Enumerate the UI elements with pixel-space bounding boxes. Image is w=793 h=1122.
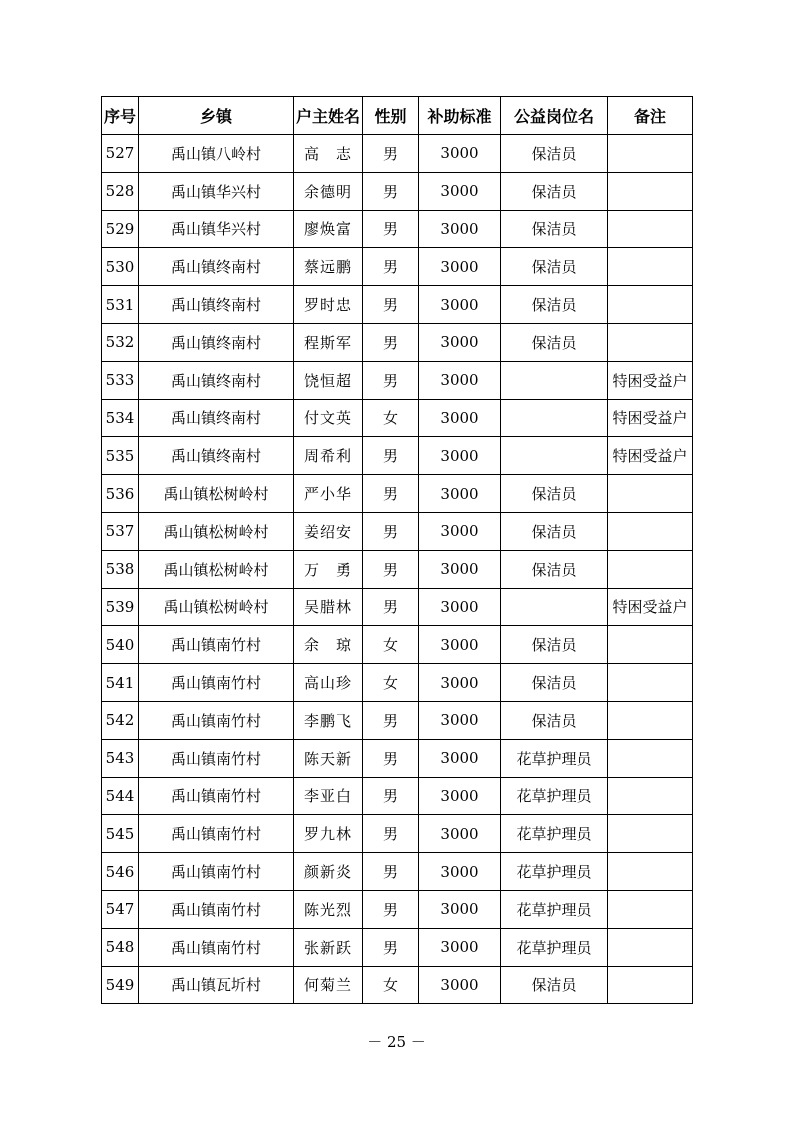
post-cell: 保洁员 xyxy=(501,664,608,702)
township-cell: 禹山镇华兴村 xyxy=(139,172,294,210)
township-cell: 禹山镇终南村 xyxy=(139,399,294,437)
serial-cell: 542 xyxy=(102,701,139,739)
header-remarks: 备注 xyxy=(608,97,693,135)
township-cell: 禹山镇松树岭村 xyxy=(139,512,294,550)
post-cell: 保洁员 xyxy=(501,135,608,173)
remarks-cell xyxy=(608,928,693,966)
gender-cell: 男 xyxy=(363,853,419,891)
name-cell: 李鹏飞 xyxy=(294,701,363,739)
post-cell: 保洁员 xyxy=(501,286,608,324)
township-cell: 禹山镇瓦圻村 xyxy=(139,966,294,1004)
post-cell xyxy=(501,588,608,626)
header-row xyxy=(102,97,693,135)
remarks-cell: 特困受益户 xyxy=(608,437,693,475)
name-cell: 蔡远鹏 xyxy=(294,248,363,286)
gender-cell: 女 xyxy=(363,966,419,1004)
name-cell: 高山珍 xyxy=(294,664,363,702)
gender-cell: 女 xyxy=(363,399,419,437)
page-number: － 25 － xyxy=(367,1033,426,1051)
remarks-cell xyxy=(608,210,693,248)
serial-cell: 533 xyxy=(102,361,139,399)
name-cell: 万 勇 xyxy=(294,550,363,588)
township-cell: 禹山镇南竹村 xyxy=(139,928,294,966)
subsidy-cell: 3000 xyxy=(419,399,501,437)
serial-cell: 541 xyxy=(102,664,139,702)
name-cell: 陈光烈 xyxy=(294,890,363,928)
table-row xyxy=(102,701,693,739)
gender-cell: 男 xyxy=(363,550,419,588)
name-cell: 罗九林 xyxy=(294,815,363,853)
post-cell: 花草护理员 xyxy=(501,739,608,777)
table-row xyxy=(102,853,693,891)
gender-cell: 男 xyxy=(363,361,419,399)
name-cell: 李亚白 xyxy=(294,777,363,815)
remarks-cell xyxy=(608,777,693,815)
township-cell: 禹山镇松树岭村 xyxy=(139,475,294,513)
remarks-cell xyxy=(608,626,693,664)
township-cell: 禹山镇八岭村 xyxy=(139,135,294,173)
remarks-cell xyxy=(608,664,693,702)
gender-cell: 男 xyxy=(363,286,419,324)
remarks-cell: 特困受益户 xyxy=(608,361,693,399)
serial-cell: 536 xyxy=(102,475,139,513)
township-cell: 禹山镇华兴村 xyxy=(139,210,294,248)
serial-cell: 530 xyxy=(102,248,139,286)
serial-cell: 538 xyxy=(102,550,139,588)
header-serial: 序号 xyxy=(102,97,139,135)
table-row xyxy=(102,550,693,588)
township-cell: 禹山镇南竹村 xyxy=(139,853,294,891)
table-row xyxy=(102,588,693,626)
table-row xyxy=(102,777,693,815)
gender-cell: 男 xyxy=(363,777,419,815)
post-cell: 保洁员 xyxy=(501,172,608,210)
gender-cell: 女 xyxy=(363,626,419,664)
name-cell: 陈天新 xyxy=(294,739,363,777)
remarks-cell xyxy=(608,739,693,777)
serial-cell: 548 xyxy=(102,928,139,966)
remarks-cell xyxy=(608,475,693,513)
gender-cell: 男 xyxy=(363,890,419,928)
subsidy-cell: 3000 xyxy=(419,475,501,513)
post-cell: 保洁员 xyxy=(501,966,608,1004)
remarks-cell xyxy=(608,550,693,588)
name-cell: 饶恒超 xyxy=(294,361,363,399)
table-row xyxy=(102,512,693,550)
township-cell: 禹山镇终南村 xyxy=(139,248,294,286)
gender-cell: 男 xyxy=(363,739,419,777)
township-cell: 禹山镇南竹村 xyxy=(139,626,294,664)
table-row xyxy=(102,890,693,928)
table-row xyxy=(102,361,693,399)
name-cell: 余德明 xyxy=(294,172,363,210)
name-cell: 程斯军 xyxy=(294,323,363,361)
subsidy-cell: 3000 xyxy=(419,588,501,626)
remarks-cell xyxy=(608,512,693,550)
table-row xyxy=(102,739,693,777)
serial-cell: 540 xyxy=(102,626,139,664)
post-cell: 保洁员 xyxy=(501,512,608,550)
name-cell: 余 琼 xyxy=(294,626,363,664)
subsidy-cell: 3000 xyxy=(419,777,501,815)
gender-cell: 男 xyxy=(363,815,419,853)
table-row xyxy=(102,248,693,286)
subsidy-cell: 3000 xyxy=(419,135,501,173)
post-cell: 花草护理员 xyxy=(501,928,608,966)
gender-cell: 男 xyxy=(363,248,419,286)
table-row xyxy=(102,399,693,437)
table-row xyxy=(102,172,693,210)
serial-cell: 546 xyxy=(102,853,139,891)
name-cell: 周希利 xyxy=(294,437,363,475)
serial-cell: 534 xyxy=(102,399,139,437)
name-cell: 高 志 xyxy=(294,135,363,173)
name-cell: 罗时忠 xyxy=(294,286,363,324)
header-post-name: 公益岗位名 xyxy=(501,97,608,135)
post-cell xyxy=(501,437,608,475)
gender-cell: 男 xyxy=(363,323,419,361)
remarks-cell xyxy=(608,701,693,739)
post-cell: 保洁员 xyxy=(501,248,608,286)
subsidy-cell: 3000 xyxy=(419,361,501,399)
table-row xyxy=(102,966,693,1004)
serial-cell: 535 xyxy=(102,437,139,475)
subsidy-cell: 3000 xyxy=(419,701,501,739)
table-row xyxy=(102,928,693,966)
gender-cell: 男 xyxy=(363,701,419,739)
subsidy-cell: 3000 xyxy=(419,626,501,664)
remarks-cell xyxy=(608,815,693,853)
township-cell: 禹山镇南竹村 xyxy=(139,739,294,777)
name-cell: 张新跃 xyxy=(294,928,363,966)
subsidy-cell: 3000 xyxy=(419,664,501,702)
subsidy-cell: 3000 xyxy=(419,512,501,550)
remarks-cell xyxy=(608,890,693,928)
post-cell: 保洁员 xyxy=(501,210,608,248)
serial-cell: 544 xyxy=(102,777,139,815)
township-cell: 禹山镇南竹村 xyxy=(139,890,294,928)
subsidy-cell: 3000 xyxy=(419,550,501,588)
serial-cell: 527 xyxy=(102,135,139,173)
serial-cell: 528 xyxy=(102,172,139,210)
gender-cell: 男 xyxy=(363,928,419,966)
serial-cell: 529 xyxy=(102,210,139,248)
remarks-cell xyxy=(608,172,693,210)
header-gender: 性别 xyxy=(363,97,419,135)
name-cell: 姜绍安 xyxy=(294,512,363,550)
post-cell: 花草护理员 xyxy=(501,853,608,891)
remarks-cell xyxy=(608,853,693,891)
remarks-cell xyxy=(608,966,693,1004)
subsidy-cell: 3000 xyxy=(419,437,501,475)
post-cell xyxy=(501,361,608,399)
remarks-cell xyxy=(608,248,693,286)
township-cell: 禹山镇终南村 xyxy=(139,437,294,475)
table-row xyxy=(102,475,693,513)
name-cell: 严小华 xyxy=(294,475,363,513)
post-cell: 花草护理员 xyxy=(501,890,608,928)
post-cell: 保洁员 xyxy=(501,475,608,513)
serial-cell: 547 xyxy=(102,890,139,928)
name-cell: 吴腊林 xyxy=(294,588,363,626)
table-row xyxy=(102,626,693,664)
subsidy-cell: 3000 xyxy=(419,966,501,1004)
subsidy-cell: 3000 xyxy=(419,210,501,248)
remarks-cell xyxy=(608,323,693,361)
subsidy-cell: 3000 xyxy=(419,286,501,324)
township-cell: 禹山镇松树岭村 xyxy=(139,588,294,626)
remarks-cell: 特困受益户 xyxy=(608,588,693,626)
table-row xyxy=(102,210,693,248)
gender-cell: 男 xyxy=(363,135,419,173)
name-cell: 付文英 xyxy=(294,399,363,437)
header-householder-name: 户主姓名 xyxy=(294,97,363,135)
serial-cell: 545 xyxy=(102,815,139,853)
subsidy-cell: 3000 xyxy=(419,853,501,891)
township-cell: 禹山镇南竹村 xyxy=(139,701,294,739)
remarks-cell: 特困受益户 xyxy=(608,399,693,437)
gender-cell: 男 xyxy=(363,437,419,475)
serial-cell: 532 xyxy=(102,323,139,361)
header-subsidy-standard: 补助标准 xyxy=(419,97,501,135)
gender-cell: 男 xyxy=(363,512,419,550)
township-cell: 禹山镇南竹村 xyxy=(139,815,294,853)
post-cell: 保洁员 xyxy=(501,550,608,588)
post-cell: 花草护理员 xyxy=(501,777,608,815)
serial-cell: 543 xyxy=(102,739,139,777)
remarks-cell xyxy=(608,286,693,324)
post-cell: 保洁员 xyxy=(501,626,608,664)
post-cell: 保洁员 xyxy=(501,323,608,361)
township-cell: 禹山镇松树岭村 xyxy=(139,550,294,588)
serial-cell: 539 xyxy=(102,588,139,626)
header-township: 乡镇 xyxy=(139,97,294,135)
subsidy-cell: 3000 xyxy=(419,248,501,286)
gender-cell: 男 xyxy=(363,475,419,513)
name-cell: 廖焕富 xyxy=(294,210,363,248)
gender-cell: 男 xyxy=(363,588,419,626)
township-cell: 禹山镇南竹村 xyxy=(139,777,294,815)
subsidy-cell: 3000 xyxy=(419,172,501,210)
gender-cell: 男 xyxy=(363,210,419,248)
serial-cell: 549 xyxy=(102,966,139,1004)
roster-table xyxy=(101,96,693,1004)
table-row xyxy=(102,815,693,853)
table-row xyxy=(102,664,693,702)
township-cell: 禹山镇终南村 xyxy=(139,323,294,361)
post-cell xyxy=(501,399,608,437)
post-cell: 花草护理员 xyxy=(501,815,608,853)
post-cell: 保洁员 xyxy=(501,701,608,739)
subsidy-cell: 3000 xyxy=(419,323,501,361)
table-header xyxy=(102,97,693,135)
subsidy-cell: 3000 xyxy=(419,815,501,853)
subsidy-cell: 3000 xyxy=(419,890,501,928)
serial-cell: 531 xyxy=(102,286,139,324)
name-cell: 何菊兰 xyxy=(294,966,363,1004)
table-row xyxy=(102,135,693,173)
gender-cell: 女 xyxy=(363,664,419,702)
township-cell: 禹山镇终南村 xyxy=(139,286,294,324)
serial-cell: 537 xyxy=(102,512,139,550)
subsidy-cell: 3000 xyxy=(419,739,501,777)
township-cell: 禹山镇南竹村 xyxy=(139,664,294,702)
township-cell: 禹山镇终南村 xyxy=(139,361,294,399)
name-cell: 颜新炎 xyxy=(294,853,363,891)
table-body xyxy=(102,135,693,1004)
table-row xyxy=(102,437,693,475)
gender-cell: 男 xyxy=(363,172,419,210)
table-row xyxy=(102,286,693,324)
remarks-cell xyxy=(608,135,693,173)
table-row xyxy=(102,323,693,361)
subsidy-cell: 3000 xyxy=(419,928,501,966)
